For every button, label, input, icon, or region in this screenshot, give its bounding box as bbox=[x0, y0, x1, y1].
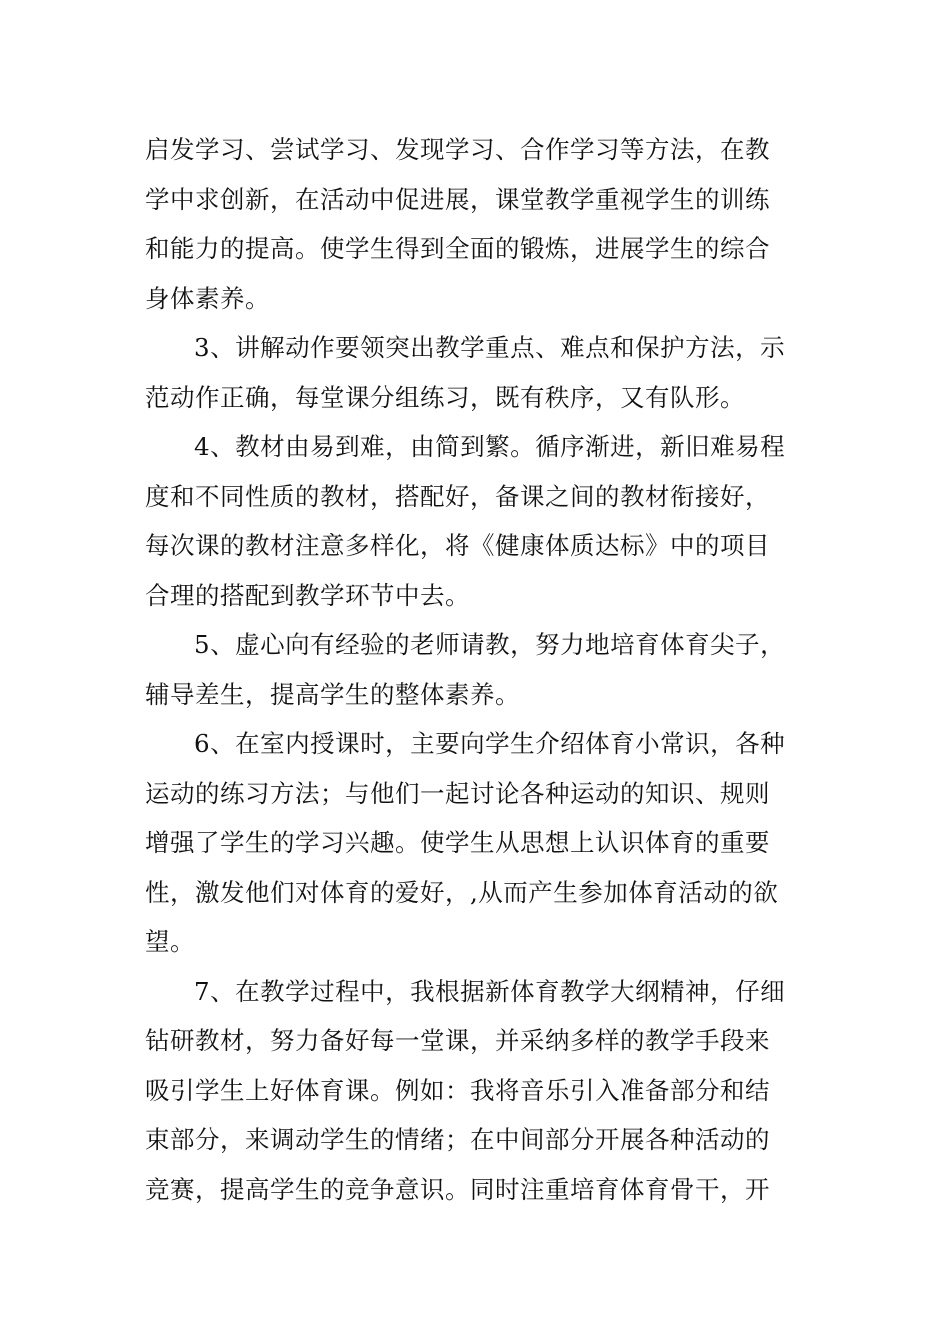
text-line: 度和不同性质的教材，搭配好，备课之间的教材衔接好， bbox=[145, 481, 770, 511]
text-line: 吸引学生上好体育课。例如：我将音乐引入准备部分和结 bbox=[145, 1075, 770, 1105]
text-line: 辅导差生，提高学生的整体素养。 bbox=[145, 679, 520, 709]
paragraph-item-6 bbox=[145, 719, 805, 967]
text-line: 5、虚心向有经验的老师请教，努力地培育体育尖子， bbox=[194, 630, 786, 659]
text-line: 身体素养。 bbox=[145, 283, 270, 313]
text-line: 束部分，来调动学生的情绪；在中间部分开展各种活动的 bbox=[145, 1125, 770, 1154]
document-body bbox=[145, 125, 805, 1214]
text-line: 4、教材由易到难，由简到繁。循序渐进，新旧难易程 bbox=[194, 432, 786, 461]
text-line: 竞赛，提高学生的竞争意识。同时注重培育体育骨干，开 bbox=[145, 1174, 770, 1204]
text-line: 启发学习、尝试学习、发现学习、合作学习等方法，在教 bbox=[145, 135, 770, 164]
text-line: 合理的搭配到教学环节中去。 bbox=[145, 580, 470, 610]
paragraph-item-4 bbox=[145, 422, 805, 620]
text-line: 6、在室内授课时，主要向学生介绍体育小常识，各种 bbox=[194, 729, 786, 758]
paragraph-continuation bbox=[145, 125, 805, 323]
text-line: 每次课的教材注意多样化，将《健康体质达标》中的项目 bbox=[145, 531, 770, 560]
text-line: 范动作正确，每堂课分组练习，既有秩序，又有队形。 bbox=[145, 382, 745, 412]
text-line: 学中求创新，在活动中促进展，课堂教学重视学生的训练 bbox=[145, 184, 770, 214]
paragraph-item-7 bbox=[145, 967, 805, 1215]
text-line: 性，激发他们对体育的爱好，,从而产生参加体育活动的欲 bbox=[145, 877, 779, 907]
text-line: 7、在教学过程中，我根据新体育教学大纲精神，仔细 bbox=[194, 976, 786, 1006]
paragraph-item-3 bbox=[145, 323, 805, 422]
text-line: 望。 bbox=[145, 927, 195, 956]
text-line: 钻研教材，努力备好每一堂课，并采纳多样的教学手段来 bbox=[145, 1026, 770, 1055]
text-line: 运动的练习方法；与他们一起讨论各种运动的知识、规则 bbox=[145, 778, 770, 808]
paragraph-item-5 bbox=[145, 620, 805, 719]
text-line: 3、讲解动作要领突出教学重点、难点和保护方法，示 bbox=[194, 333, 786, 362]
text-line: 和能力的提高。使学生得到全面的锻炼，进展学生的综合 bbox=[145, 234, 770, 263]
text-line: 增强了学生的学习兴趣。使学生从思想上认识体育的重要 bbox=[145, 828, 770, 857]
